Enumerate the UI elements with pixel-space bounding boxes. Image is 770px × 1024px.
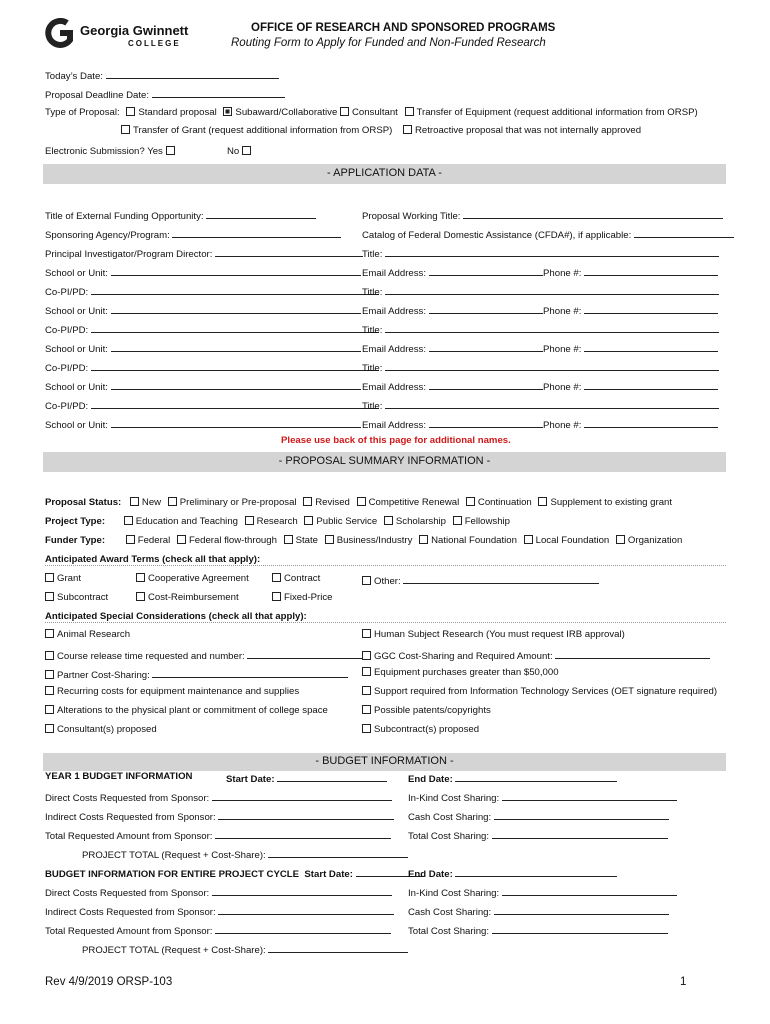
award-coop (136, 573, 249, 584)
field-label: Cash Cost Sharing: (408, 907, 492, 918)
checkbox[interactable] (136, 573, 145, 582)
checkbox[interactable] (166, 146, 175, 155)
option-label: Public Service (316, 516, 378, 527)
app-field-left[interactable] (45, 246, 363, 260)
deadline-field[interactable] (45, 87, 285, 101)
checkbox[interactable] (303, 497, 312, 506)
checkbox[interactable] (362, 651, 371, 660)
app-field-right[interactable] (362, 417, 543, 431)
funder-label: Funder Type: (45, 535, 106, 546)
field-label: School or Unit: (45, 306, 108, 317)
app-field-right[interactable] (362, 227, 734, 241)
budget-field-left[interactable] (45, 904, 394, 918)
type-label: Type of Proposal: (45, 107, 120, 118)
app-field-left[interactable] (45, 417, 361, 431)
app-field-phone[interactable] (543, 379, 718, 393)
field-label: Direct Costs Requested from Sponsor: (45, 793, 210, 804)
checkbox[interactable] (45, 670, 54, 679)
type-of-proposal-row (45, 107, 698, 118)
option-label: State (295, 535, 319, 546)
logo-name: Georgia Gwinnett (80, 23, 189, 38)
proposal-status-row (45, 497, 672, 508)
field-label: Title: (362, 249, 383, 260)
page-subtitle: Routing Form to Apply for Funded and Non-Funded Research (231, 37, 546, 49)
field-label: Title: (362, 401, 383, 412)
checkbox[interactable] (126, 535, 135, 544)
checkbox[interactable] (405, 107, 414, 116)
project-total-label: PROJECT TOTAL (Request + Cost-Share): (82, 945, 266, 956)
checkbox[interactable] (130, 497, 139, 506)
college-logo-icon (45, 18, 79, 48)
option-label: Competitive Renewal (368, 497, 460, 508)
option-label: Support required from Information Technology Services (OET signature required) (374, 686, 718, 697)
field-label: Cash Cost Sharing: (408, 812, 492, 823)
special-left-option (45, 648, 365, 662)
checkbox[interactable] (304, 516, 313, 525)
checkbox[interactable] (384, 516, 393, 525)
award-fixed-price (272, 592, 333, 603)
field-label: Indirect Costs Requested from Sponsor: (45, 907, 216, 918)
option-label: Grant (57, 573, 81, 584)
option-label: GGC Cost-Sharing and Required Amount: (374, 651, 553, 662)
option-label: Cooperative Agreement (148, 573, 249, 584)
field-label: Email Address: (362, 344, 426, 355)
option-label: Consultant(s) proposed (57, 724, 157, 735)
award-terms-heading: Anticipated Award Terms (check all that apply): (45, 554, 261, 565)
app-field-right[interactable] (362, 398, 719, 412)
checkbox[interactable] (245, 516, 254, 525)
todays-date-field[interactable] (45, 68, 279, 82)
checkbox[interactable] (340, 107, 349, 116)
option-label: Preliminary or Pre-proposal (179, 497, 297, 508)
app-field-right[interactable] (362, 246, 719, 260)
app-field-left[interactable] (45, 303, 361, 317)
page-title: OFFICE OF RESEARCH AND SPONSORED PROGRAMS (251, 22, 556, 34)
award-contract (272, 573, 320, 584)
electronic-submission (45, 146, 178, 157)
checkbox[interactable] (616, 535, 625, 544)
field-label: Total Requested Amount from Sponsor: (45, 926, 213, 937)
end-label: End Date: (408, 774, 453, 785)
year1-end-date[interactable] (408, 771, 617, 785)
checkbox[interactable] (45, 651, 54, 660)
field-label: Catalog of Federal Domestic Assistance (CFDA#), if applicable: (362, 230, 632, 241)
field-label: Title: (362, 363, 383, 374)
app-field-right[interactable] (362, 303, 543, 317)
app-field-right[interactable] (362, 360, 719, 374)
option-label: Fixed-Price (284, 592, 333, 603)
special-considerations-heading: Anticipated Special Considerations (check all that apply): (45, 611, 307, 622)
electronic-label: Electronic Submission? Yes (45, 146, 163, 157)
checkbox[interactable] (419, 535, 428, 544)
option-label: Consultant (351, 107, 398, 118)
app-field-phone[interactable] (543, 417, 718, 431)
option-label: New (141, 497, 162, 508)
option-label: Partner Cost-Sharing: (57, 670, 150, 681)
app-field-phone[interactable] (543, 303, 718, 317)
award-grant (45, 573, 81, 584)
checkbox[interactable] (242, 146, 251, 155)
field-label: School or Unit: (45, 382, 108, 393)
option-label: Retroactive proposal that was not internally approved (414, 125, 642, 136)
year1-heading: YEAR 1 BUDGET INFORMATION (45, 771, 193, 782)
option-label: National Foundation (431, 535, 517, 546)
field-label: School or Unit: (45, 344, 108, 355)
option-label: Federal (137, 535, 171, 546)
app-field-left[interactable] (45, 341, 361, 355)
checkbox[interactable] (362, 705, 371, 714)
checkbox[interactable] (45, 592, 54, 601)
checkbox[interactable] (45, 705, 54, 714)
field-label: Total Cost Sharing: (408, 831, 490, 842)
field-label: Principal Investigator/Program Director: (45, 249, 213, 260)
app-field-left[interactable] (45, 322, 379, 336)
year1-project-total[interactable] (82, 847, 408, 861)
special-left-option (45, 667, 348, 681)
option-label: Transfer of Equipment (request additional information from ORSP) (416, 107, 698, 118)
field-label: Co-PI/PD: (45, 363, 89, 374)
checkbox[interactable] (362, 576, 371, 585)
field-label: Phone #: (543, 382, 582, 393)
logo-sub: COLLEGE (128, 39, 181, 48)
start-label: Start Date: (304, 869, 353, 880)
year1-start-date[interactable] (226, 771, 387, 785)
special-right-option (362, 648, 710, 662)
field-label: Title of External Funding Opportunity: (45, 211, 204, 222)
checkbox[interactable] (466, 497, 475, 506)
field-label: Total Requested Amount from Sponsor: (45, 831, 213, 842)
budget-field-right[interactable] (408, 904, 669, 918)
checkbox[interactable] (126, 107, 135, 116)
budget-field-right[interactable] (408, 923, 668, 937)
field-label: Email Address: (362, 268, 426, 279)
summary-band (43, 452, 726, 472)
project-total-label: PROJECT TOTAL (Request + Cost-Share): (82, 850, 266, 861)
start-label: Start Date: (226, 774, 275, 785)
checkbox[interactable] (362, 686, 371, 695)
end-label: End Date: (408, 869, 453, 880)
option-label: Scholarship (395, 516, 447, 527)
checkbox[interactable] (538, 497, 547, 506)
revision-footer: Rev 4/9/2019 ORSP-103 (45, 976, 173, 988)
option-label: Transfer of Grant (request additional information from ORSP) (133, 125, 393, 136)
field-label: Phone #: (543, 268, 582, 279)
budget-field-left[interactable] (45, 809, 394, 823)
checkbox[interactable] (45, 686, 54, 695)
budget-field-left[interactable] (45, 790, 392, 804)
additional-names-note: Please use back of this page for additional names. (281, 435, 511, 446)
app-field-right[interactable] (362, 208, 723, 222)
checkbox[interactable] (177, 535, 186, 544)
field-label: Co-PI/PD: (45, 401, 89, 412)
option-label: Human Subject Research (You must request IRB approval) (374, 629, 625, 640)
field-label: In-Kind Cost Sharing: (408, 888, 500, 899)
budget-field-right[interactable] (408, 885, 677, 899)
field-label: Phone #: (543, 306, 582, 317)
budget-field-right[interactable] (408, 790, 677, 804)
option-label: Subaward/Collaborative (235, 107, 338, 118)
field-label: Direct Costs Requested from Sponsor: (45, 888, 210, 899)
checkbox[interactable] (121, 125, 130, 134)
field-label: School or Unit: (45, 420, 108, 431)
special-left-option (45, 705, 328, 716)
page-number: 1 (680, 976, 687, 988)
field-label: In-Kind Cost Sharing: (408, 793, 500, 804)
option-label: Organization (627, 535, 683, 546)
field-label: Co-PI/PD: (45, 325, 89, 336)
field-label: Title: (362, 325, 383, 336)
checkbox[interactable] (325, 535, 334, 544)
checkbox[interactable] (45, 724, 54, 733)
option-label: Education and Teaching (135, 516, 238, 527)
field-label: Phone #: (543, 344, 582, 355)
checkbox[interactable] (136, 592, 145, 601)
checkbox[interactable] (362, 724, 371, 733)
option-label: Contract (284, 573, 321, 584)
todays-date-label: Today’s Date: (45, 71, 103, 82)
option-label: Continuation (477, 497, 532, 508)
checkbox[interactable] (124, 516, 133, 525)
special-right-option (362, 667, 559, 678)
checkbox[interactable] (357, 497, 366, 506)
checkbox[interactable] (45, 629, 54, 638)
app-field-phone[interactable] (543, 341, 718, 355)
field-label: School or Unit: (45, 268, 108, 279)
checkbox[interactable] (453, 516, 462, 525)
checkbox[interactable] (272, 573, 281, 582)
special-right-option (362, 724, 479, 735)
budget-field-right[interactable] (408, 828, 668, 842)
budget-field-left[interactable] (45, 885, 392, 899)
special-left-option (45, 686, 299, 697)
project-type-row (45, 516, 510, 527)
checkbox[interactable] (45, 573, 54, 582)
checkbox-checked[interactable] (223, 107, 232, 116)
type-of-proposal-row-2 (121, 125, 641, 136)
award-subcontract (45, 592, 108, 603)
award-other (362, 573, 599, 587)
app-field-left[interactable] (45, 284, 379, 298)
option-label: Business/Industry (336, 535, 413, 546)
app-field-left[interactable] (45, 265, 361, 279)
entire-cycle-heading (45, 866, 424, 880)
entire-end-date[interactable] (408, 866, 617, 880)
field-label: Email Address: (362, 382, 426, 393)
app-field-left[interactable] (45, 208, 316, 222)
budget-band-title: - BUDGET INFORMATION - (315, 755, 454, 767)
option-label: Federal flow-through (188, 535, 277, 546)
field-label: Proposal Working Title: (362, 211, 461, 222)
no-label: No (227, 146, 240, 157)
app-field-phone[interactable] (543, 265, 718, 279)
status-label: Proposal Status: (45, 497, 122, 508)
budget-field-right[interactable] (408, 809, 669, 823)
field-label: Phone #: (543, 420, 582, 431)
budget-band (43, 753, 726, 771)
award-cost-reimb (136, 592, 239, 603)
application-band (43, 164, 726, 184)
app-field-right[interactable] (362, 284, 719, 298)
option-label: Standard proposal (138, 107, 217, 118)
summary-band-title: - PROPOSAL SUMMARY INFORMATION - (278, 455, 491, 467)
application-band-title: - APPLICATION DATA - (327, 167, 442, 179)
special-left-option (45, 629, 130, 640)
special-right-option (362, 686, 717, 697)
checkbox[interactable] (272, 592, 281, 601)
budget-field-left[interactable] (45, 923, 391, 937)
field-label: Total Cost Sharing: (408, 926, 490, 937)
checkbox[interactable] (362, 629, 371, 638)
app-field-left[interactable] (45, 398, 379, 412)
option-label: Recurring costs for equipment maintenance and supplies (57, 686, 300, 697)
option-label: Revised (315, 497, 350, 508)
option-label: Other: (374, 576, 401, 587)
option-label: Alterations to the physical plant or commitment of college space (57, 705, 328, 716)
field-label: Co-PI/PD: (45, 287, 89, 298)
field-label: Indirect Costs Requested from Sponsor: (45, 812, 216, 823)
checkbox[interactable] (168, 497, 177, 506)
special-right-option (362, 705, 491, 716)
app-field-left[interactable] (45, 379, 361, 393)
project-label: Project Type: (45, 516, 106, 527)
app-field-right[interactable] (362, 341, 543, 355)
option-label: Subcontract (57, 592, 109, 603)
checkbox[interactable] (524, 535, 533, 544)
option-label: Possible patents/copyrights (374, 705, 491, 716)
field-label: Email Address: (362, 420, 426, 431)
option-label: Supplement to existing grant (550, 497, 673, 508)
field-label: Title: (362, 287, 383, 298)
checkbox[interactable] (362, 667, 371, 676)
checkbox[interactable] (284, 535, 293, 544)
app-field-right[interactable] (362, 379, 543, 393)
budget-field-left[interactable] (45, 828, 391, 842)
funder-type-row (45, 535, 682, 546)
app-field-right[interactable] (362, 322, 719, 336)
option-label: Fellowship (464, 516, 511, 527)
field-label: Email Address: (362, 306, 426, 317)
option-label: Equipment purchases greater than $50,000 (374, 667, 559, 678)
option-label: Course release time requested and number: (57, 651, 245, 662)
entire-label: BUDGET INFORMATION FOR ENTIRE PROJECT CYCLE (45, 869, 300, 880)
deadline-label: Proposal Deadline Date: (45, 90, 149, 101)
field-label: Sponsoring Agency/Program: (45, 230, 170, 241)
option-label: Research (256, 516, 298, 527)
app-field-left[interactable] (45, 360, 379, 374)
app-field-left[interactable] (45, 227, 341, 241)
special-left-option (45, 724, 157, 735)
electronic-no (227, 146, 254, 157)
entire-project-total[interactable] (82, 942, 408, 956)
option-label: Subcontract(s) proposed (374, 724, 480, 735)
special-right-option (362, 629, 625, 640)
checkbox[interactable] (403, 125, 412, 134)
app-field-right[interactable] (362, 265, 543, 279)
option-label: Cost-Reimbursement (148, 592, 239, 603)
option-label: Animal Research (57, 629, 131, 640)
option-label: Local Foundation (535, 535, 610, 546)
